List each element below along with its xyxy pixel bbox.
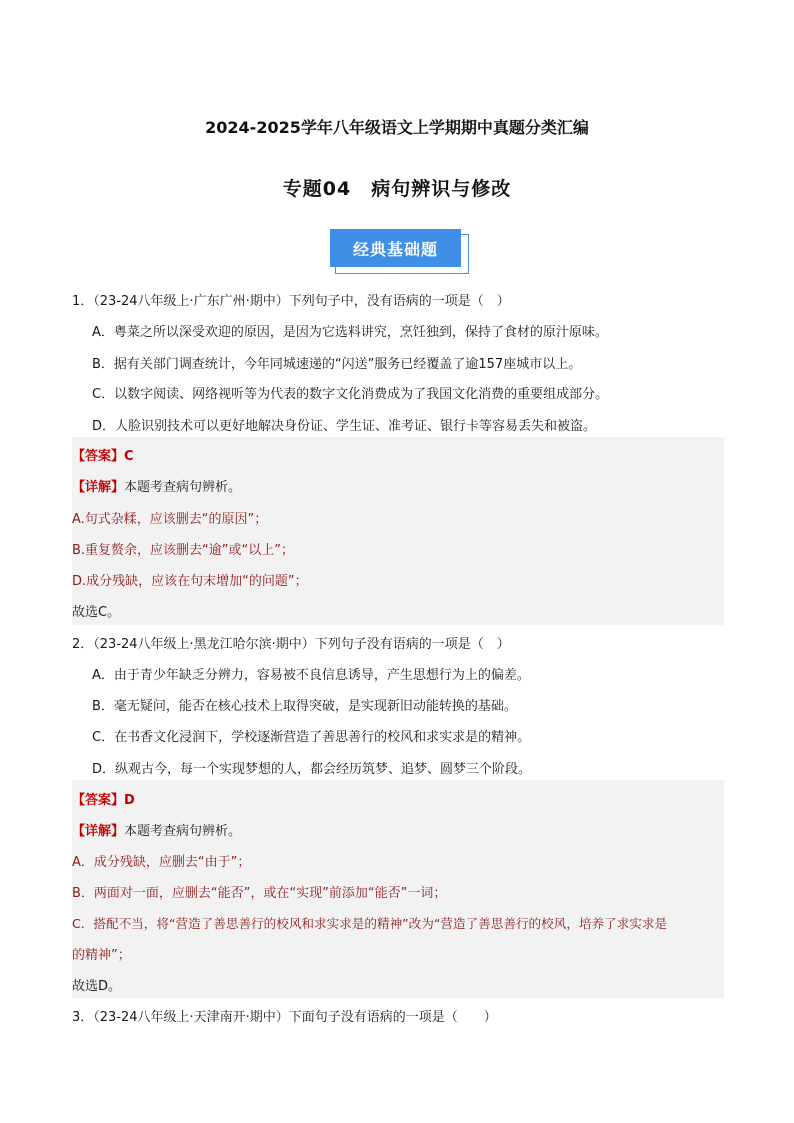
question-2-explanation-c-continued: 的精神”； <box>72 948 131 963</box>
question-1-option-d: D．人脸识别技术可以更好地解决身份证、学生证、准考证、银行卡等容易丢失和被盗。 <box>92 419 597 434</box>
question-1-explanation-b: B.重复赘余，应该删去“逾”或“以上”； <box>72 543 294 558</box>
answer-value: D <box>124 793 135 808</box>
detail-label: 【详解】 <box>72 480 125 495</box>
question-1-explanation-d: D.成分残缺，应该在句末增加“的问题”； <box>72 574 308 589</box>
question-1-conclusion: 故选C。 <box>72 605 121 620</box>
question-2-explanation-c: C．搭配不当，将“营造了善思善行的校风和求实求是的精神”改为“营造了善思善行的校风，培养了求实求是 <box>72 916 668 931</box>
question-1-option-c: C．以数字阅读、网络视听等为代表的数字文化消费成为了我国文化消费的重要组成部分。 <box>92 387 609 402</box>
question-2-option-c: C．在书香文化浸润下，学校逐渐营造了善思善行的校风和求实求是的精神。 <box>92 730 531 745</box>
answer-label: 【答案】 <box>72 793 125 808</box>
question-1-answer-block <box>72 437 724 625</box>
question-1-explanation-a: A.句式杂糅，应该删去“的原因”； <box>72 512 268 527</box>
question-2-stem: 2．（23-24八年级上·黑龙江哈尔滨·期中）下列句子没有语病的一项是（ ） <box>72 637 510 652</box>
question-1-answer <box>72 445 134 464</box>
question-2-option-a: A．由于青少年缺乏分辨力，容易被不良信息诱导，产生思想行为上的偏差。 <box>92 668 530 683</box>
topic-title: 专题04 病句辨识与修改 <box>282 178 512 200</box>
question-2-answer <box>72 789 135 808</box>
question-3-stem: 3．（23-24八年级上·天津南开·期中）下面句子没有语病的一项是（ ） <box>72 1010 497 1025</box>
section-badge <box>330 229 468 273</box>
answer-value: C <box>124 449 134 464</box>
question-1-stem: 1．（23-24八年级上·广东广州·期中）下列句子中，没有语病的一项是（ ） <box>72 294 510 309</box>
question-2-detail <box>72 820 241 839</box>
badge-label: 经典基础题 <box>330 229 461 267</box>
question-2-explanation-b: B．两面对一面，应删去“能否”，或在“实现”前添加“能否”一词； <box>72 886 447 901</box>
question-2-option-d: D．纵观古今，每一个实现梦想的人，都会经历筑梦、追梦、圆梦三个阶段。 <box>92 762 532 777</box>
question-2-explanation-a: A．成分残缺，应删去“由于”； <box>72 855 251 870</box>
document-title: 2024-2025学年八年级语文上学期期中真题分类汇编 <box>205 118 589 137</box>
question-1-option-b: B．据有关部门调查统计，今年同城速递的“闪送”服务已经覆盖了逾157座城市以上。 <box>92 357 582 372</box>
detail-label: 【详解】 <box>72 824 125 839</box>
question-2-option-b: B．毫无疑问，能否在核心技术上取得突破，是实现新旧动能转换的基础。 <box>92 699 517 714</box>
answer-label: 【答案】 <box>72 449 125 464</box>
question-2-conclusion: 故选D。 <box>72 979 122 994</box>
detail-text: 本题考查病句辨析。 <box>124 480 242 495</box>
question-1-option-a: A．粤菜之所以深受欢迎的原因，是因为它选料讲究，烹饪独到，保持了食材的原汁原味。 <box>92 325 608 340</box>
detail-text: 本题考查病句辨析。 <box>124 824 242 839</box>
question-1-detail <box>72 476 241 495</box>
